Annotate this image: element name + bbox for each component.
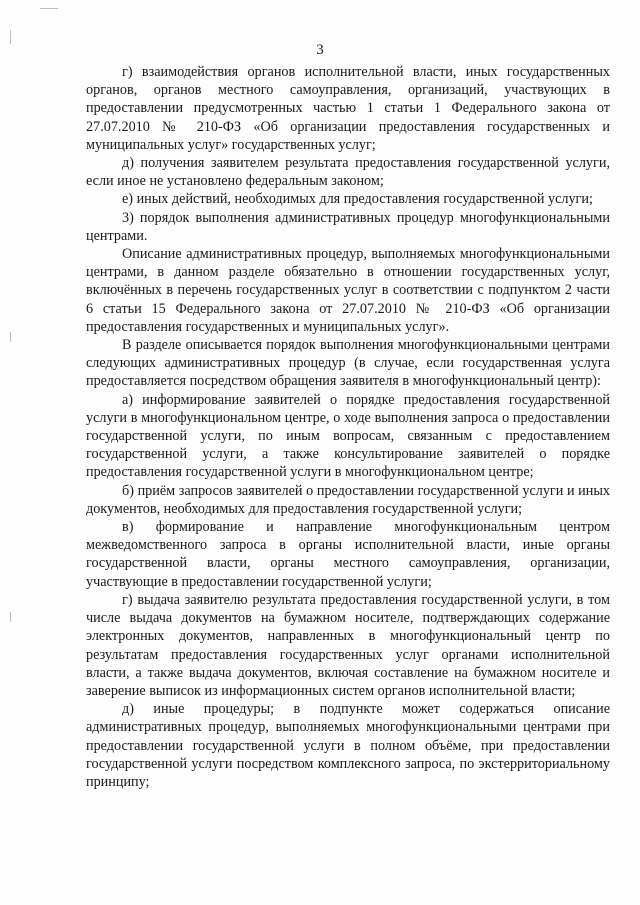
paragraph-g-interaction: г) взаимодействия органов исполнительной власти, иных государственных органов, органов местного самоуправления, организаций, участвующих в предоставлении предусмотренных частью 1 статьи 1 Федерального закона от 27.07.2010 № 210-ФЗ «Об организации предоставления государственных и муниципальных услуг» государственных услуг; — [86, 64, 610, 153]
paragraph-a-informing: а) информирование заявителей о порядке предоставления государственной услуги в многофункциональном центре, о ходе выполнения запроса о предоставлении государственной услуги, по иным вопросам, связанным с предоставлением государственной услуги, а также консультирование заявителей о порядке предоставления государственной услуги в многофункциональном центре; — [86, 391, 610, 481]
paragraph-g-issuance: г) выдача заявителю результата предоставления государственной услуги, в том числе выдача документов на бумажном носителе, подтверждающих содержание электронных документов, направленных в многофункциональный центр по результатам предоставления государственных услуг органами исполнительной власти, а также выдача документов, включая составление на бумажном носителе и заверение выписок из информационных систем органов исполнительной власти; — [86, 591, 610, 699]
paragraph-3-mfc-procedures: 3) порядок выполнения административных процедур многофункциональными центрами. — [86, 209, 610, 244]
scan-mark-left-2 — [10, 332, 11, 342]
paragraph-section-intro: В разделе описывается порядок выполнения многофункциональными центрами следующих административных процедур (в случае, если государственная услуга предоставляется посредством обращения заявителя в многофункциональный центр): — [86, 337, 610, 390]
paragraph-v-interagency: в) формирование и направление многофункциональным центром межведомственного запроса в органы исполнительной власти, иные органы государственной власти, органы местного самоуправления, организации, участвующие в предоставлении государственной услуги; — [86, 519, 610, 590]
paragraph-d-receipt: д) получения заявителем результата предоставления государственной услуги, если иное не установлено федеральным законом; — [86, 155, 610, 190]
paragraph-b-reception: б) приём запросов заявителей о предоставлении государственной услуги и иных документов, необходимых для предоставления государственной услуги; — [86, 482, 610, 517]
scan-mark-top — [40, 8, 58, 9]
scan-mark-left-3 — [10, 612, 11, 622]
paragraph-d-other-procedures: д) иные процедуры; в подпункте может содержаться описание административных процедур, выполняемых многофункциональными центрами при предоставлении государственной услуги в полном объёме, при предоставлении государственной услуги посредством комплексного запроса, по экстерриториальному принципу; — [86, 701, 610, 790]
document-body — [86, 63, 610, 791]
page-number: 3 — [316, 42, 324, 58]
paragraph-description: Описание административных процедур, выполняемых многофункциональными центрами, в данном разделе обязательно в отношении государственных услуг, включённых в перечень государственных услуг в соответствии с подпунктом 2 части 6 статьи 15 Федерального закона от 27.07.2010 № 210-ФЗ «Об организации предоставления государственных и муниципальных услуг». — [86, 246, 610, 335]
paragraph-e-other-actions: е) иных действий, необходимых для предоставления государственной услуги; — [122, 191, 593, 208]
